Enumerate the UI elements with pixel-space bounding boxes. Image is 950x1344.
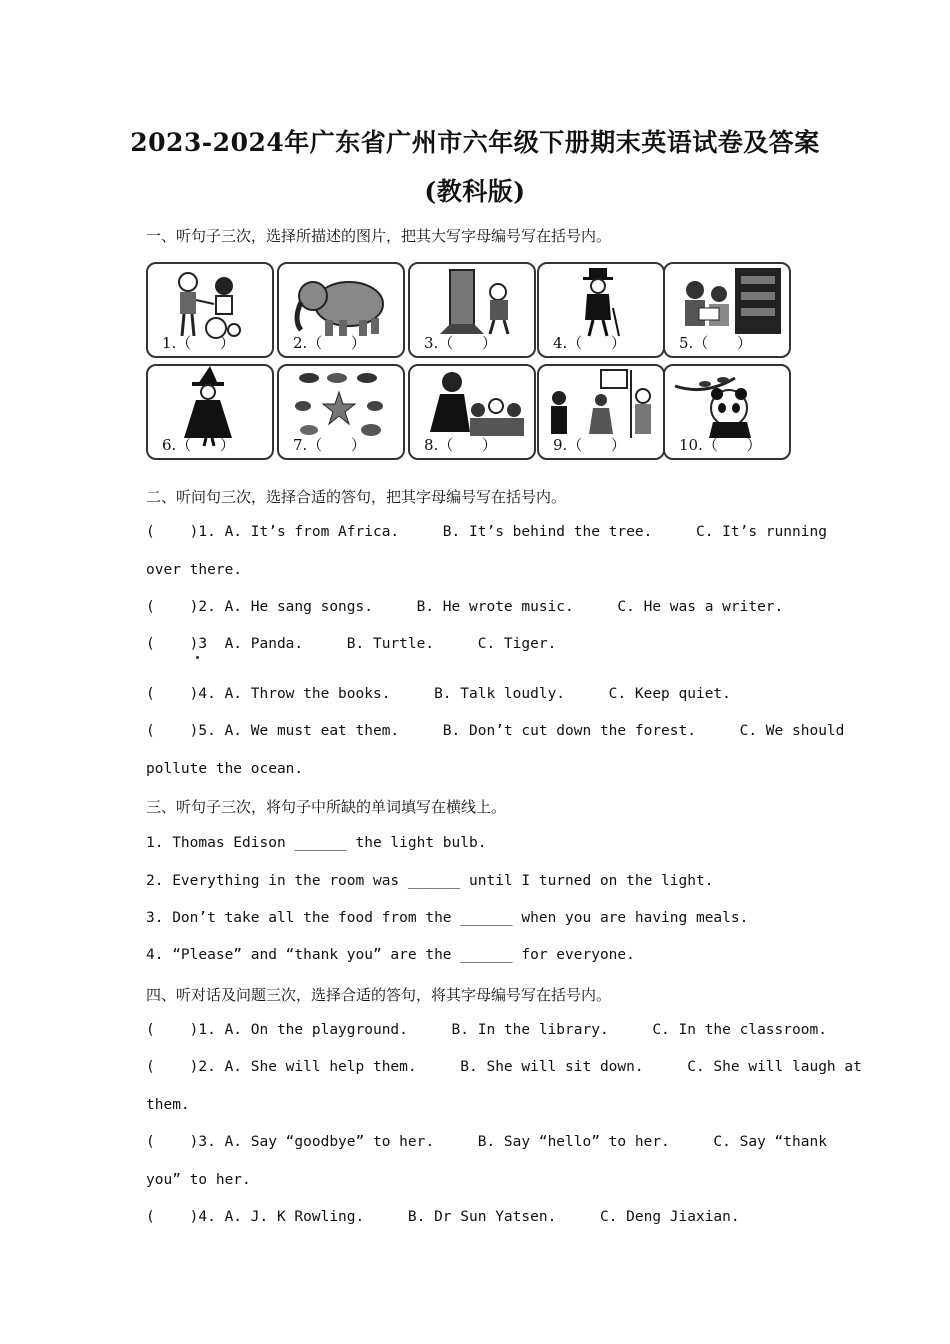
picture-1	[146, 262, 274, 358]
section4-heading: 四、听对话及问题三次，选择合适的答句，将其字母编号写在括号内。	[146, 986, 612, 1004]
section3-heading: 三、听句子三次，将句子中所缺的单词填写在横线上。	[146, 798, 507, 816]
s2-question-4: ( )4. A. Throw the books. B. Talk loudly. C. Keep quiet.	[146, 686, 731, 702]
picture-9	[537, 364, 665, 460]
s2-question-2: ( )2. A. He sang songs. B. He wrote music. C. He was a writer.	[146, 599, 784, 615]
picture-5	[663, 262, 791, 358]
picture-4-label: 4.（ ）	[553, 334, 626, 352]
s3-sentence-4: 4. “Please” and “thank you” are the ______ for everyone.	[146, 947, 635, 963]
s2-question-5: ( )5. A. We must eat them. B. Don’t cut down the forest. C. We should	[146, 723, 845, 739]
picture-8-label: 8.（ ）	[424, 436, 497, 454]
s4-question-1: ( )1. A. On the playground. B. In the library. C. In the classroom.	[146, 1022, 827, 1038]
s4-question-2: ( )2. A. She will help them. B. She will sit down. C. She will laugh at	[146, 1059, 862, 1075]
s2-question-1-cont: over there.	[146, 562, 243, 578]
picture-grid	[146, 262, 796, 467]
picture-5-label: 5.（ ）	[679, 334, 752, 352]
picture-6-label: 6.（ ）	[162, 436, 235, 454]
picture-6	[146, 364, 274, 460]
s3-sentence-3: 3. Don’t take all the food from the ______ when you are having meals.	[146, 910, 749, 926]
picture-10-label: 10.（ ）	[679, 436, 762, 454]
s2-question-3: ( )3 A. Panda. B. Turtle. C. Tiger.	[146, 636, 557, 652]
section2-heading: 二、听问句三次，选择合适的答句，把其字母编号写在括号内。	[146, 488, 567, 506]
picture-1-label: 1.（ ）	[162, 334, 235, 352]
s4-question-2-cont: them.	[146, 1097, 190, 1113]
picture-8	[408, 364, 536, 460]
picture-3	[408, 262, 536, 358]
s2-question-5-cont: pollute the ocean.	[146, 761, 304, 777]
exam-subtitle: (教科版)	[424, 177, 526, 206]
picture-9-label: 9.（ ）	[553, 436, 626, 454]
section1-heading: 一、听句子三次，选择所描述的图片，把其大写字母编号写在括号内。	[146, 227, 612, 245]
picture-7	[277, 364, 405, 460]
picture-2	[277, 262, 405, 358]
s3-sentence-1: 1. Thomas Edison ______ the light bulb.	[146, 835, 487, 851]
s2-question-1: ( )1. A. It’s from Africa. B. It’s behind the tree. C. It’s running	[146, 524, 827, 540]
stray-dot	[196, 656, 199, 659]
picture-10	[663, 364, 791, 460]
s4-question-3-cont: you” to her.	[146, 1172, 251, 1188]
picture-4	[537, 262, 665, 358]
s4-question-3: ( )3. A. Say “goodbye” to her. B. Say “hello” to her. C. Say “thank	[146, 1134, 827, 1150]
picture-7-label: 7.（ ）	[293, 436, 366, 454]
picture-2-label: 2.（ ）	[293, 334, 366, 352]
exam-title: 2023-2024年广东省广州市六年级下册期末英语试卷及答案	[130, 128, 820, 157]
picture-3-label: 3.（ ）	[424, 334, 497, 352]
s4-question-4: ( )4. A. J. K Rowling. B. Dr Sun Yatsen. C. Deng Jiaxian.	[146, 1209, 740, 1225]
s3-sentence-2: 2. Everything in the room was ______ until I turned on the light.	[146, 873, 714, 889]
